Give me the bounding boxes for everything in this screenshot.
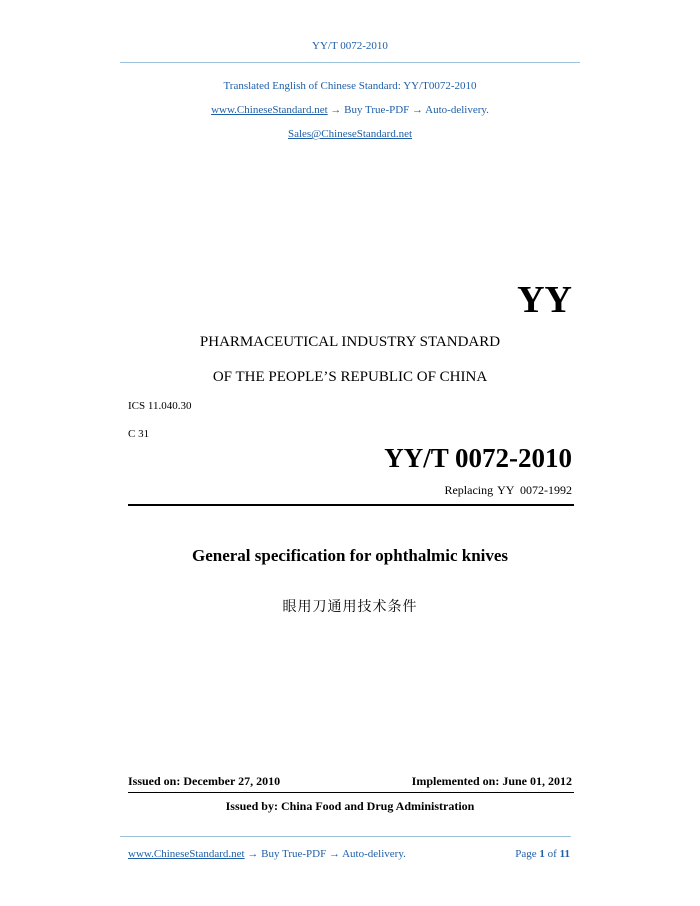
page-current: 1 bbox=[539, 848, 545, 860]
site-link[interactable]: www.ChineseStandard.net bbox=[211, 104, 328, 116]
replacing-label: Replacing bbox=[444, 483, 494, 497]
page-label: Page bbox=[515, 848, 537, 860]
ics-code: ICS 11.040.30 bbox=[128, 400, 192, 412]
ccs-code: C 31 bbox=[128, 428, 150, 440]
title-divider bbox=[128, 504, 574, 506]
implemented-on-date: Implemented on: June 01, 2012 bbox=[411, 774, 572, 788]
footer-site-link[interactable]: www.ChineseStandard.net bbox=[128, 848, 245, 860]
running-header: YY/T 0072-2010 bbox=[312, 40, 388, 52]
replacing-code: YY 0072-1992 bbox=[497, 483, 572, 497]
page-number bbox=[515, 848, 570, 860]
header-divider bbox=[120, 62, 580, 63]
issuing-authority: Issued by: China Food and Drug Administration bbox=[225, 799, 475, 813]
promo-line bbox=[0, 104, 700, 116]
buy-text: → Buy True-PDF → Auto-delivery. bbox=[330, 104, 489, 116]
replacing-line bbox=[440, 483, 572, 498]
footer-promo bbox=[128, 848, 406, 860]
translated-line: Translated English of Chinese Standard: YY/T0072-2010 bbox=[223, 80, 477, 92]
document-title-chinese: 眼用刀通用技术条件 bbox=[282, 599, 418, 615]
standard-mark: YY bbox=[517, 279, 572, 321]
sales-email-link[interactable]: Sales@ChineseStandard.net bbox=[287, 128, 413, 140]
dates-divider bbox=[128, 792, 574, 793]
agency-line-1: PHARMACEUTICAL INDUSTRY STANDARD bbox=[199, 334, 501, 350]
sales-line bbox=[0, 128, 700, 140]
footer-buy-text: → Buy True-PDF → Auto-delivery. bbox=[247, 848, 406, 860]
agency-line-2: OF THE PEOPLE’S REPUBLIC OF CHINA bbox=[212, 369, 488, 385]
document-title: General specification for ophthalmic knives bbox=[191, 546, 509, 565]
page-of: of bbox=[547, 848, 557, 860]
footer-divider bbox=[120, 836, 571, 837]
standard-code: YY/T 0072-2010 bbox=[384, 443, 572, 473]
page-total: 11 bbox=[559, 848, 570, 860]
issued-on-date: Issued on: December 27, 2010 bbox=[128, 774, 281, 788]
